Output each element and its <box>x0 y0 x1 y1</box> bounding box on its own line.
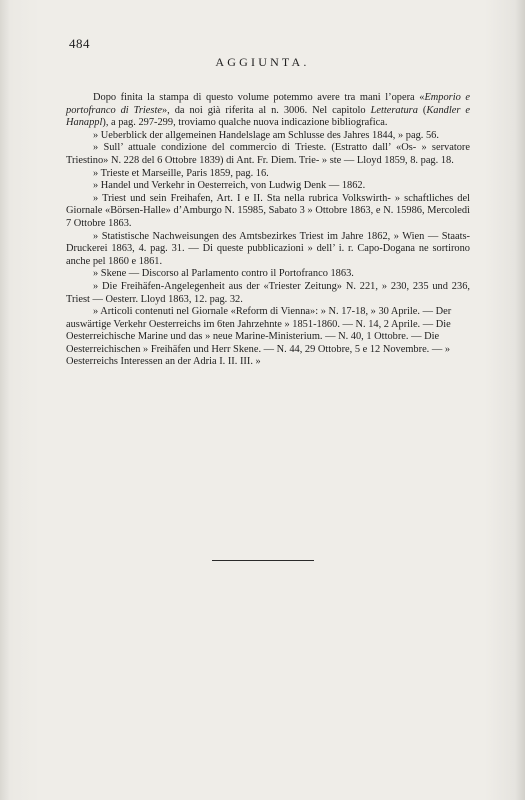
section-heading: AGGIUNTA. <box>215 55 310 69</box>
closing-rule <box>212 560 314 561</box>
work-title: Emporio e portofranco di Trieste <box>66 92 471 116</box>
bibliography-entry: » Statistische Nachweisungen des Amtsbezirkes Triest im Jahre 1862, » Wien — Staats-Druckerei 1863, 4. pag. 31. — Di queste pubblicazioni » dell’ i. r. Capo-Dogana ne sortirono anche pel 1860 e 1861. <box>66 230 470 267</box>
bibliography-entry: » Articoli contenuti nel Giornale «Reform di Vienna»: » N. 17-18, » 30 Aprile. — Der auswärtige Verkehr Oesterreichs im 6ten Jahrzehnte » 1851-1860. — N. 14, 2 Aprile. — Die Oesterreichische Marine und das » neue Marine-Ministerium. — N. 40, 1 Ottobre. — Die Oesterreichischen » Freihäfen und Herr Skene. — N. 44, 29 Ottobre, 5 e 12 Novembre. — » Oesterreichs Interessen an der Adria I. II. III. » <box>66 306 452 368</box>
bibliography-entry: » Handel und Verkehr in Oesterreich, von Ludwig Denk — 1862. <box>93 180 366 192</box>
bibliography-entry: » Die Freihäfen-Angelegenheit aus der «Triester Zeitung» N. 221, » 230, 235 und 236, Triest — Oesterr. Lloyd 1863, 12. pag. 32. <box>66 280 470 305</box>
intro-paren: ( <box>417 104 427 116</box>
page-body <box>66 92 470 369</box>
bibliography-entry: » Sull’ attuale condizione del commercio di Trieste. (Estratto dall’ «Os- » servatore Triestino» N. 228 del 6 Ottobre 1839) di Ant. Fr. Diem. Trie- » ste — Lloyd 1859, 8. pag. 18. <box>66 142 470 166</box>
bibliography-entry: » Ueberblick der allgemeinen Handelslage am Schlusse des Jahres 1844, » pag. 56. <box>93 129 439 141</box>
intro-suffix: ), a pag. 297-299, troviamo qualche nuova indicazione bibliografica. <box>102 117 388 129</box>
intro-mid: », da noi già riferita al n. 3006. Nel capitolo <box>161 104 371 116</box>
bibliography-entry: » Triest und sein Freihafen, Art. I e II. Sta nella rubrica Volkswirth- » schaftliches del Giornale «Börsen-Halle» d’Amburgo N. 15985, Sabato 3 » Ottobre 1863, e N. 15986, Mercoledì 7 Ottobre 1863. <box>66 192 470 229</box>
authors: Kandler e Hanappl <box>66 104 470 129</box>
intro-paragraph <box>66 92 470 130</box>
page-number: 484 <box>69 36 90 51</box>
intro-prefix: Dopo finita la stampa di questo volume potemmo avere tra mani l’opera « <box>93 92 425 103</box>
bibliography-entry: » Skene — Discorso al Parlamento contro il Portofranco 1863. <box>93 268 354 280</box>
chapter-title: Letteratura <box>370 104 418 116</box>
bibliography-entry: » Trieste et Marseille, Paris 1859, pag. 16. <box>93 167 269 179</box>
